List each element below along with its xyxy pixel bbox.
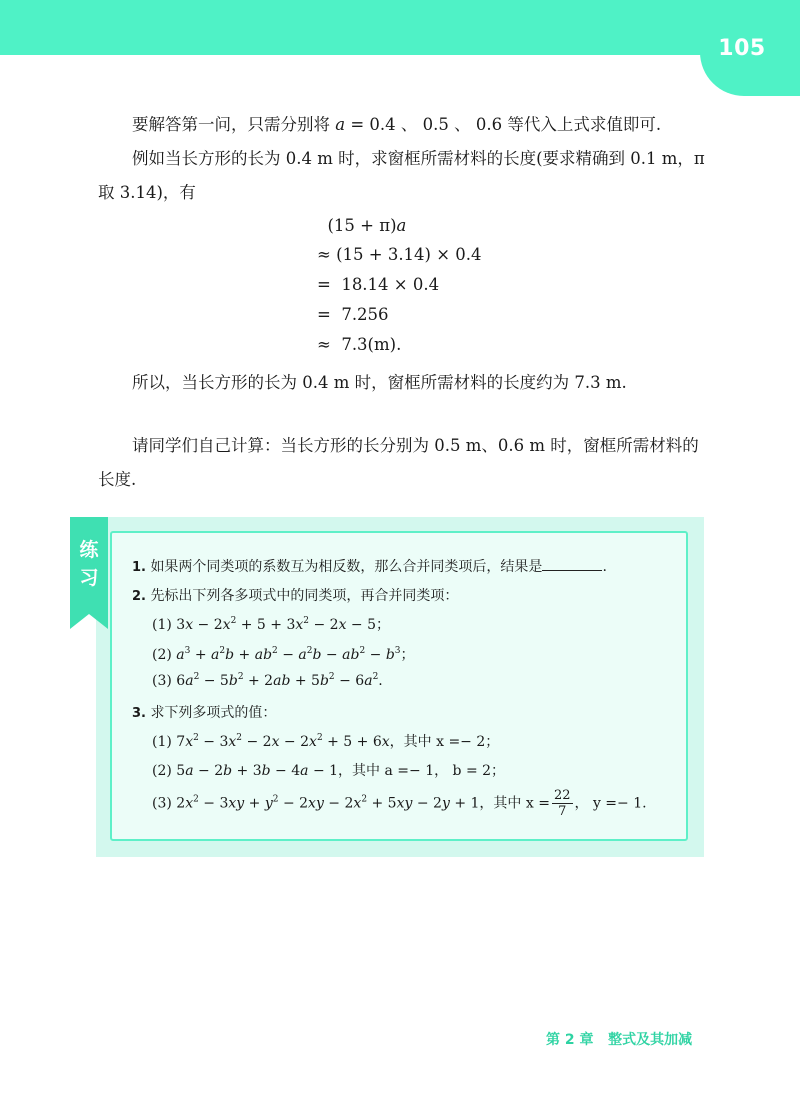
exercise-q3-3: (3) $2x^2 - 3xy + y^2 - 2xy - 2x^2 + 5xy - 2y + 1$，其中 x = $\frac{22}{7}$ ， y =− 1. <box>152 788 647 819</box>
fraction: $\frac{22}{7}$ <box>553 788 571 819</box>
equation-line-4: = 7.256 <box>317 305 389 324</box>
paragraph-3: 所以，当长方形的长为 0.4 m 时，窗框所需材料的长度约为 7.3 m. <box>132 373 627 392</box>
header-band <box>0 0 800 55</box>
paragraph-2: 例如当长方形的长为 0.4 m 时，求窗框所需材料的长度(要求精确到 0.1 m，π 取 3.14)，有 <box>98 149 705 202</box>
equation-line-5: ≈ 7.3(m). <box>317 335 402 354</box>
exercise-q3-2: (2) 5a − 2b + 3b − 4a − 1，其中 a =− 1， b = 2； <box>152 763 506 779</box>
exercise-q2-1: (1) $3x - 2x^2 + 5 + 3x^2 - 2x - 5$； <box>152 616 391 633</box>
answer-blank <box>542 556 602 571</box>
paragraph-1: 要解答第一问，只需分别将 a = 0.4 、 0.5 、 0.6 等代入上式求值即可. <box>132 115 662 134</box>
paragraph-4: 请同学们自己计算：当长方形的长分别为 0.5 m、0.6 m 时，窗框所需材料的长度. <box>98 436 699 489</box>
exercise-q2-2: (2) $a^3 + a^2b + ab^2 - a^2b - ab^2 - b^3$； <box>152 646 415 663</box>
exercise-q1: 1. 如果两个同类项的系数互为相反数，那么合并同类项后，结果是 . <box>132 556 607 576</box>
page-number: 105 <box>718 36 766 61</box>
exercise-q3: 3. 求下列多项式的值： <box>132 705 277 721</box>
exercise-q3-1: (1) $7x^2 - 3x^2 - 2x - 2x^2 + 5 + 6x$，其中 x =− 2； <box>152 733 500 750</box>
equation-line-1: (15 + π)a <box>317 216 407 235</box>
chapter-footer: 第 2 章 整式及其加减 <box>546 1032 693 1048</box>
exercise-q2-3: (3) $6a^2 - 5b^2 + 2ab + 5b^2 - 6a^2$. <box>152 672 383 689</box>
equation-line-2: ≈ (15 + 3.14) × 0.4 <box>317 245 482 264</box>
equation-line-3: = 18.14 × 0.4 <box>317 275 440 294</box>
exercise-tab-label: 练 习 <box>79 539 99 589</box>
exercise-q2: 2. 先标出下列各多项式中的同类项，再合并同类项： <box>132 588 459 604</box>
